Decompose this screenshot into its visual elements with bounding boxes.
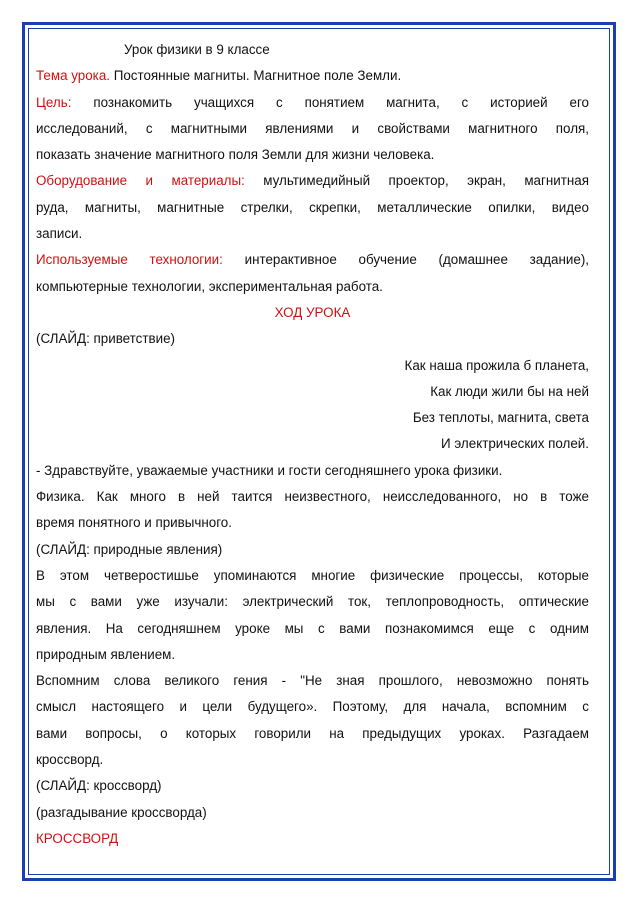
paragraph2-line-2: смысл настоящего и цели будущего». Поэтому, для начала, вспомним с (36, 699, 589, 715)
equipment-label: Оборудование и материалы: (36, 173, 245, 189)
goal-line-3: показать значение магнитного поля Земли для жизни человека. (36, 147, 435, 163)
paragraph2-line-1: Вспомним слова великого гения - "Не зная прошлого, невозможно понять (36, 673, 589, 689)
technology-text-1: интерактивное обучение (домашнее задание), (222, 252, 589, 268)
equipment-line-1 (36, 168, 589, 194)
lesson-title: Урок физики в 9 классе (124, 42, 270, 57)
lesson-heading: ХОД УРОКА (274, 304, 351, 320)
technology-line-1 (36, 247, 589, 273)
physics-line-2: время понятного и привычного. (36, 515, 232, 531)
slide-crossword: (СЛАЙД: кроссворд) (36, 778, 162, 794)
technology-label: Используемые технологии: (36, 252, 223, 268)
poem-line-3: Без теплоты, магнита, света (412, 410, 589, 426)
technology-line-2: компьютерные технологии, экспериментальная работа. (36, 278, 383, 294)
solving-crossword: (разгадывание кроссворда) (36, 804, 207, 820)
equipment-line-3: записи. (36, 226, 83, 242)
document-body (36, 37, 589, 852)
paragraph2-line-4: кроссворд. (36, 752, 104, 768)
topic-label: Тема урока. (36, 68, 111, 84)
paragraph1-line-3: явления. На сегодняшнем уроке мы с вами познакомимся еще с одним (36, 620, 589, 636)
paragraph2-line-3: вами вопросы, о которых говорили на предыдущих уроках. Разгадаем (36, 725, 589, 741)
equipment-line-2: руда, магниты, магнитные стрелки, скрепки, металлические опилки, видео (36, 199, 589, 215)
topic-text: Постоянные магниты. Магнитное поле Земли. (110, 68, 402, 84)
slide-natural-phenomena: (СЛАЙД: природные явления) (36, 541, 223, 557)
paragraph1-line-4: природным явлением. (36, 646, 176, 662)
equipment-text-1: мультимедийный проектор, экран, магнитная (244, 173, 589, 189)
goal-text-1: познакомить учащихся с понятием магнита, с историей его (71, 94, 589, 110)
poem-line-4: И электрических полей. (441, 436, 589, 452)
topic-line (36, 63, 589, 89)
crossword-heading: КРОССВОРД (36, 830, 119, 846)
poem-line-1: Как наша прожила б планета, (404, 357, 589, 373)
goal-label: Цель: (36, 94, 72, 110)
goal-line-2: исследований, с магнитными явлениями и свойствами магнитного поля, (36, 120, 589, 136)
physics-line-1: Физика. Как много в ней таится неизвестного, неисследованного, но в тоже (36, 489, 589, 505)
greeting-line: - Здравствуйте, уважаемые участники и гости сегодняшнего урока физики. (36, 462, 503, 478)
goal-line-1 (36, 90, 589, 116)
paragraph1-line-2: мы с вами уже изучали: электрический ток, теплопроводность, оптические (36, 594, 589, 610)
poem-line-2: Как люди жили бы на ней (430, 383, 589, 399)
slide-greeting: (СЛАЙД: приветствие) (36, 331, 175, 347)
paragraph1-line-1: В этом четверостишье упоминаются многие физические процессы, которые (36, 567, 589, 583)
